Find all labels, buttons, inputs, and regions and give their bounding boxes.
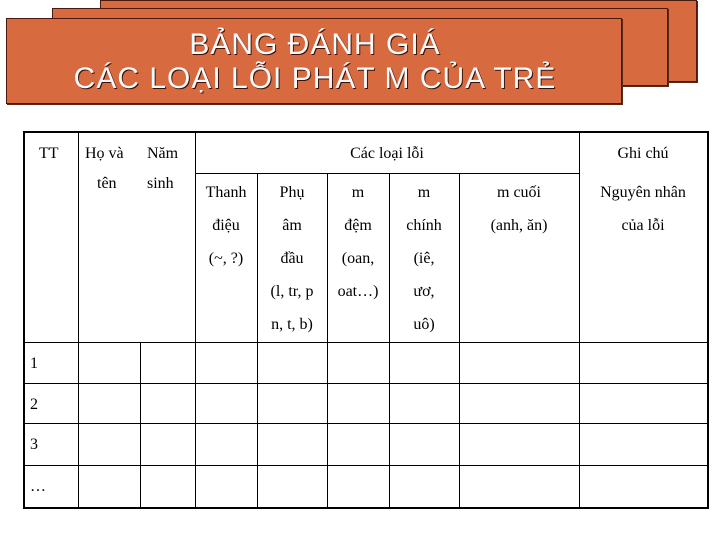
subheader-final-line: m cuối xyxy=(497,184,541,201)
subheader-cause-line: của lỗi xyxy=(621,217,665,234)
subheader-initial-line: (l, tr, p xyxy=(270,283,314,300)
grid-line xyxy=(25,423,707,424)
header-name-line1: Họ và xyxy=(85,145,124,162)
grid-line xyxy=(140,342,141,507)
title-line-1: BẢNG ĐÁNH GIÁ xyxy=(189,28,441,61)
subheader-main-line: chính xyxy=(406,217,442,234)
header-notes: Ghi chú xyxy=(617,145,669,162)
subheader-initial-line: n, t, b) xyxy=(271,316,313,333)
header-year-line1: Năm xyxy=(147,145,179,162)
subheader-medial-line: oat…) xyxy=(337,283,379,300)
subheader-initial-line: âm xyxy=(282,217,302,234)
subheader-main-line: uô) xyxy=(413,316,435,333)
subheader-medial-line: m xyxy=(351,184,365,201)
subheader-tone-line: Thanh xyxy=(205,184,247,201)
grid-line xyxy=(78,133,79,507)
row-number: 3 xyxy=(30,436,38,453)
title-line-2: CÁC LOẠI LỖI PHÁT M CỦA TRẺ xyxy=(73,62,557,95)
subheader-medial-line: (oan, xyxy=(341,250,375,267)
grid-line xyxy=(25,342,707,343)
subheader-main-line: ươ, xyxy=(413,283,435,300)
subheader-tone-line: (~, ?) xyxy=(208,250,244,267)
subheader-final-line: (anh, ăn) xyxy=(490,217,548,234)
subheader-tone-line: điệu xyxy=(212,217,240,234)
row-number: … xyxy=(30,478,46,495)
subheader-initial-line: Phụ xyxy=(279,184,305,201)
subheader-cause-line: Nguyên nhân xyxy=(600,184,686,201)
grid-line xyxy=(25,383,707,384)
grid-line xyxy=(195,173,579,174)
header-name-line2: tên xyxy=(97,175,117,192)
header-error-types: Các loại lỗi xyxy=(350,145,424,162)
subheader-main-line: m xyxy=(417,184,431,201)
subheader-medial-line: đệm xyxy=(344,217,372,234)
row-number: 1 xyxy=(30,355,38,372)
header-year-line2: sinh xyxy=(147,175,174,192)
header-tt: TT xyxy=(39,145,59,162)
row-number: 2 xyxy=(30,396,38,413)
subheader-main-line: (iê, xyxy=(413,250,435,267)
assessment-table xyxy=(23,131,709,509)
grid-line xyxy=(25,465,707,466)
subheader-initial-line: đầu xyxy=(280,250,304,267)
